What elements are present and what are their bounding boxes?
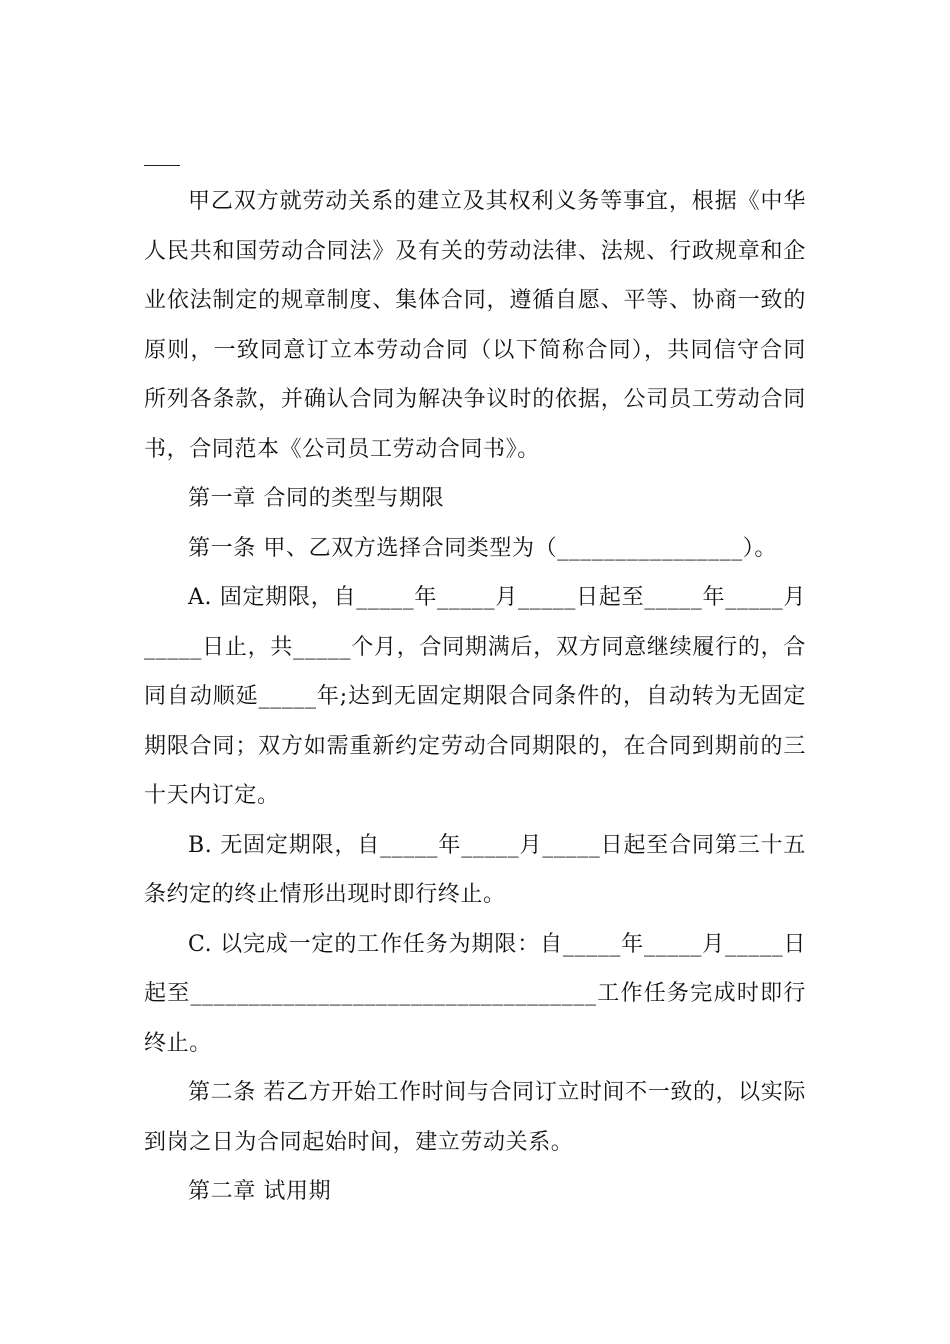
chapter-1-heading: 第一章 合同的类型与期限 [188, 486, 445, 511]
article-2-paragraph: 第二条 若乙方开始工作时间与合同订立时间不一致的，以实际到岗之日为合同起始时间，建立劳动关系。 [144, 1080, 806, 1155]
option-b-paragraph: B. 无固定期限，自_____年_____月_____日起至合同第三十五条约定的终止情形出现时即行终止。 [144, 832, 806, 907]
preamble-paragraph: 甲乙双方就劳动关系的建立及其权利义务等事宜，根据《中华人民共和国劳动合同法》及有关的劳动法律、法规、行政规章和企业依法制定的规章制度、集体合同，遵循自愿、平等、协商一致的原则，一致同意订立本劳动合同（以下简称合同），共同信守合同所列各条款，并确认合同为解决争议时的依据，公司员工劳动合同书，合同范本《公司员工劳动合同书》。 [144, 189, 806, 462]
option-c-paragraph: C. 以完成一定的工作任务为期限：自_____年_____月_____日起至___________________________________工作任务完成时即行终止。 [144, 931, 806, 1056]
article-1-paragraph: 第一条 甲、乙双方选择合同类型为（________________）。 [188, 535, 777, 561]
chapter-2-heading: 第二章 试用期 [188, 1179, 332, 1204]
header-rule [144, 165, 180, 166]
document-body [144, 177, 806, 1217]
option-a-paragraph: A. 固定期限，自_____年_____月_____日起至_____年_____月_____日止，共_____个月，合同期满后，双方同意继续履行的，合同自动顺延_____年;达到无固定期限合同条件的，自动转为无固定期限合同；双方如需重新约定劳动合同期限的，在合同到期前的三十天内订定。 [144, 585, 806, 808]
